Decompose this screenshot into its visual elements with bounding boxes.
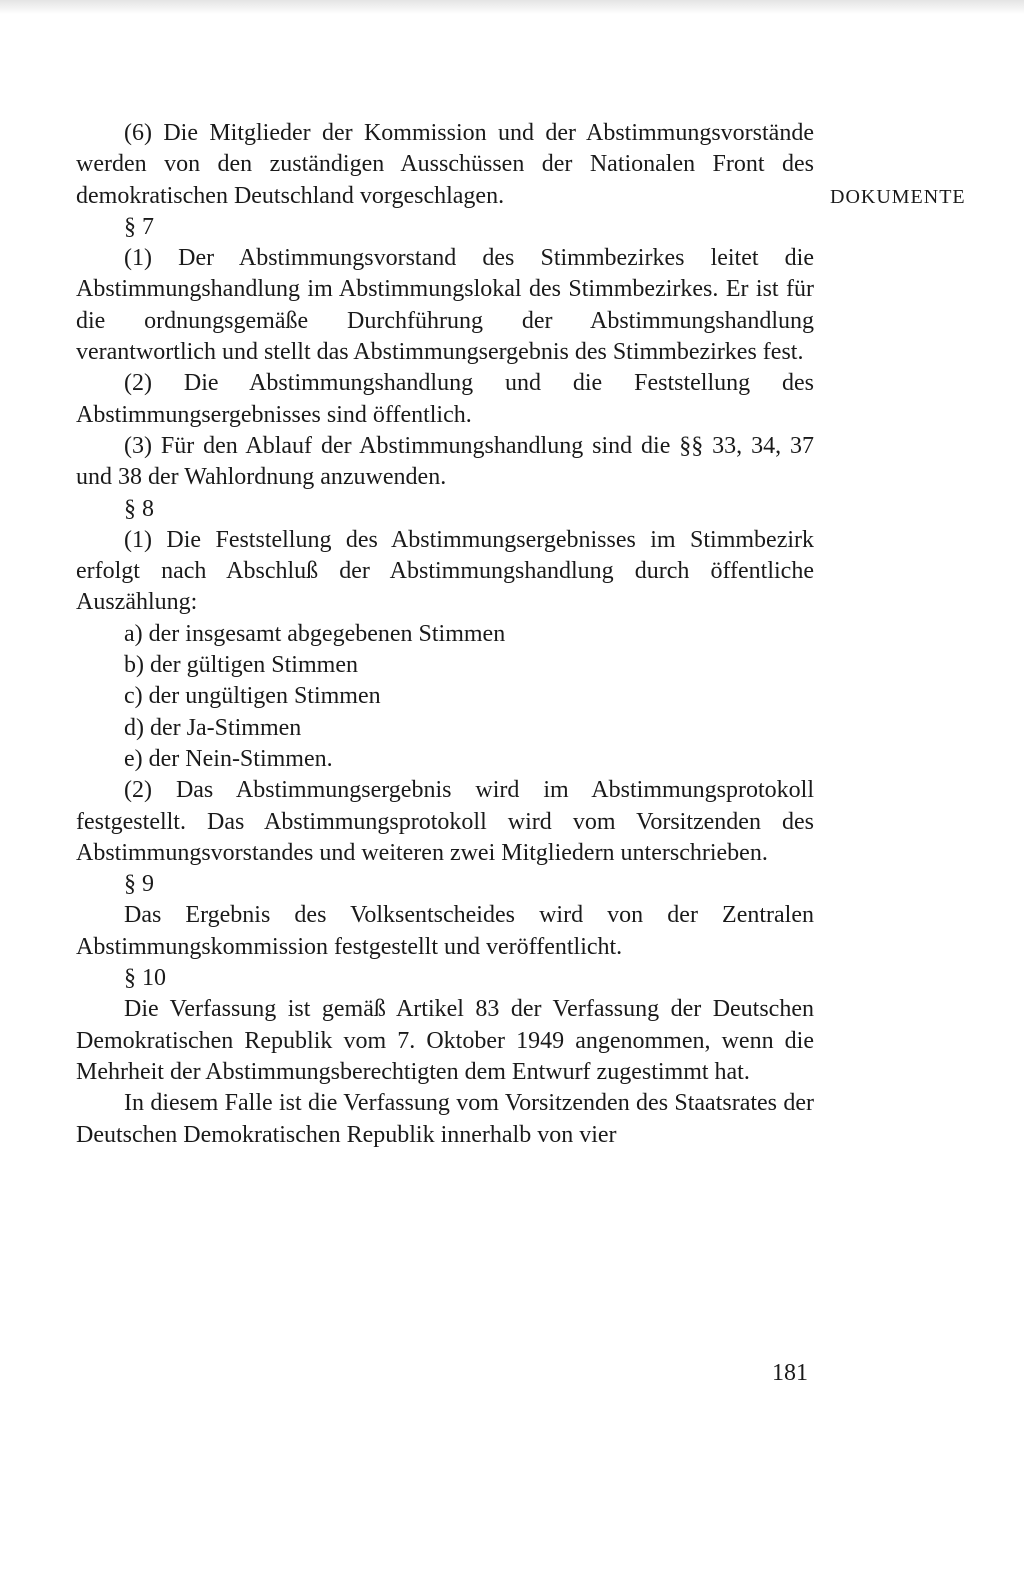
list-item-b: b) der gültigen Stimmen <box>124 652 358 679</box>
section-7-paragraph-3: (3) Für den Ablauf der Abstimmungshandlung sind die §§ 33, 34, 37 und 38 der Wahlordnung anzuwenden. <box>76 432 814 491</box>
page-number: 181 <box>772 1360 808 1386</box>
section-8-paragraph-1: (1) Die Feststellung des Abstimmungsergebnisses im Stimmbezirk erfolgt nach Abschluß der Abstimmungshandlung durch öffentliche Auszählung: <box>76 526 814 616</box>
section-9-heading: § 9 <box>124 871 154 898</box>
section-10-paragraph-2: In diesem Falle ist die Verfassung vom Vorsitzenden des Staatsrates der Deutschen Demokratischen Republik innerhalb von vier <box>76 1090 814 1148</box>
list-item-d: d) der Ja-Stimmen <box>124 714 302 741</box>
section-7-heading: § 7 <box>124 213 154 240</box>
list-item-c: c) der ungültigen Stimmen <box>124 683 381 710</box>
section-10-text: Die Verfassung ist gemäß Artikel 83 der Verfassung der Deutschen Demokratischen Republik vom 7. Oktober 1949 angenommen, wenn die Mehrheit der Abstimmungsberechtigten dem Entwurf zugestimmt hat. <box>76 996 814 1085</box>
section-sidebar-label: DOKUMENTE <box>830 186 966 208</box>
list-item-a: a) der insgesamt abgegebenen Stimmen <box>124 620 506 647</box>
section-8-heading: § 8 <box>124 495 154 522</box>
section-7-paragraph-2: (2) Die Abstimmungshandlung und die Feststellung des Abstimmungsergebnisses sind öffentlich. <box>76 370 814 428</box>
list-item-e: e) der Nein-Stimmen. <box>124 745 333 772</box>
scan-edge <box>0 0 1024 14</box>
section-9-text: Das Ergebnis des Volksentscheides wird von der Zentralen Abstimmungskommission festgestellt und veröffentlicht. <box>76 902 814 960</box>
section-10-heading: § 10 <box>124 965 166 992</box>
section-7-paragraph-1: (1) Der Abstimmungsvorstand des Stimmbezirkes leitet die Abstimmungshandlung im Abstimmungslokal des Stimmbezirkes. Er ist für die ordnungsgemäße Durchführung der Abstimmungshandlung verantwortlich und stellt das Abstimmungsergebnis des Stimmbezirkes fest. <box>76 245 814 366</box>
main-text-column <box>76 118 814 1151</box>
section-8-paragraph-2: (2) Das Abstimmungsergebnis wird im Abstimmungsprotokoll festgestellt. Das Abstimmungsprotokoll wird vom Vorsitzenden des Abstimmungsvorstandes und weiteren zwei Mitgliedern unterschrieben. <box>76 777 814 866</box>
paragraph-6: (6) Die Mitglieder der Kommission und der Abstimmungsvorstände werden von den zuständigen Ausschüssen der Nationalen Front des demokratischen Deutschland vorgeschlagen. <box>76 120 814 209</box>
